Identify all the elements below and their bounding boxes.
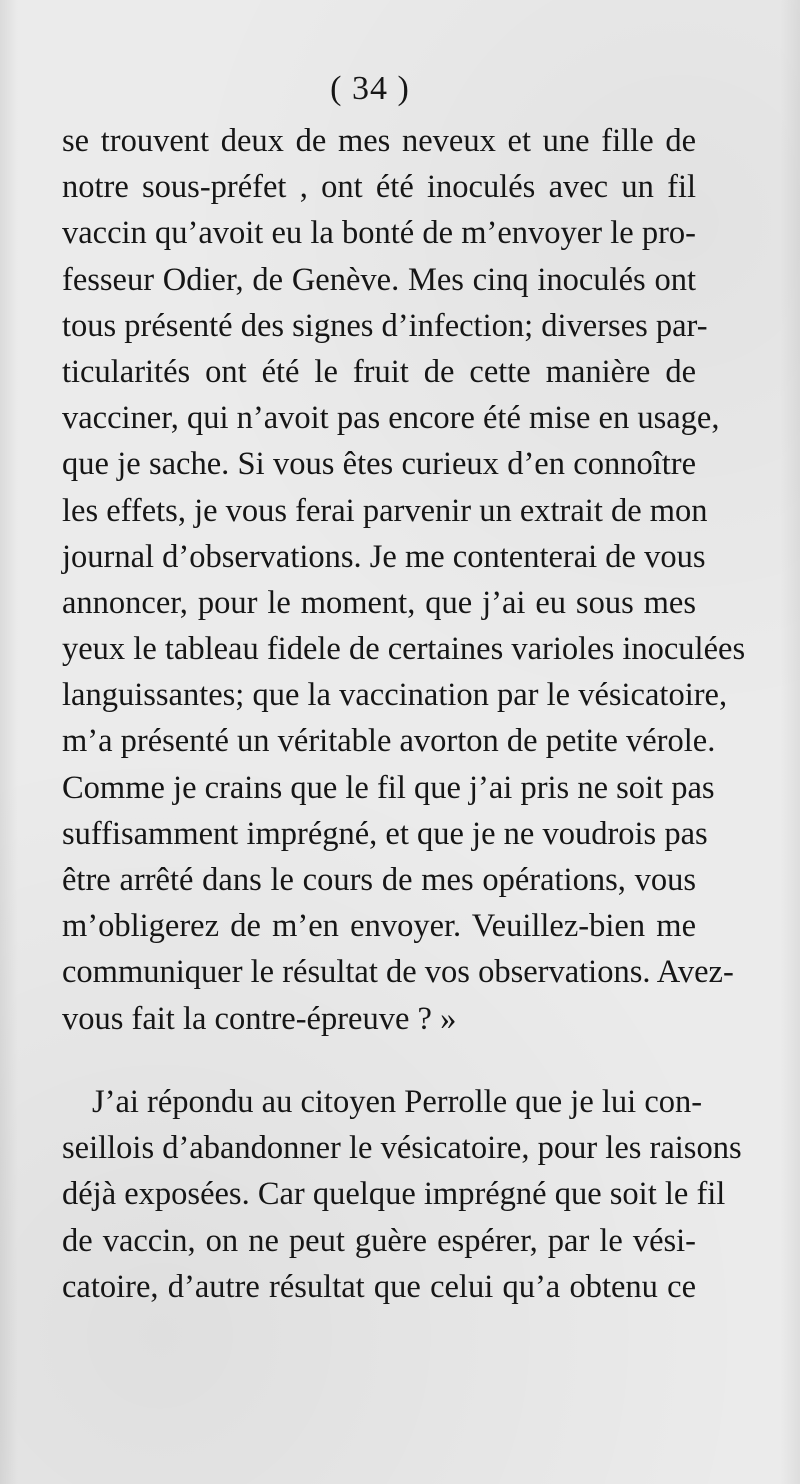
text-line: Comme je crains que le fil que j’ai pris ne soit pas <box>62 769 715 806</box>
text-line: ticularités ont été le fruit de cette manière de <box>62 353 696 390</box>
text-line: suffisamment imprégné, et que je ne voudrois pas <box>62 815 708 852</box>
text-line: déjà exposées. Car quelque imprégné que soit le fil <box>62 1176 726 1213</box>
text-line: communiquer le résultat de vos observations. Avez- <box>62 954 734 991</box>
text-line: yeux le tableau fidele de certaines varioles inoculées <box>62 631 746 668</box>
page-number: ( 34 ) <box>330 70 410 107</box>
text-line: fesseur Odier, de Genève. Mes cinq inoculés ont <box>62 261 696 298</box>
text-line: les effets, je vous ferai parvenir un extrait de mon <box>62 492 708 529</box>
text-line: journal d’observations. Je me contenterai de vous <box>62 538 706 575</box>
text-line: vacciner, qui n’avoit pas encore été mise en usage, <box>62 400 720 437</box>
text-line: catoire, d’autre résultat que celui qu’a obtenu ce <box>62 1268 696 1305</box>
text-line: vous fait la contre-épreuve ? » <box>62 1000 457 1037</box>
text-line: m’obligerez de m’en envoyer. Veuillez-bien me <box>62 908 696 945</box>
text-line: tous présenté des signes d’infection; diverses par- <box>62 307 708 344</box>
paragraph-2 <box>62 1079 742 1310</box>
text-line: J’ai répondu au citoyen Perrolle que je lui con- <box>92 1084 703 1120</box>
text-line: languissantes; que la vaccination par le vésicatoire, <box>62 677 728 714</box>
text-line: être arrêté dans le cours de mes opérations, vous <box>62 862 696 898</box>
text-line: vaccin qu’avoit eu la bonté de m’envoyer le pro- <box>62 215 696 252</box>
text-line: que je sache. Si vous êtes curieux d’en connoître <box>62 446 696 483</box>
text-line: annoncer, pour le moment, que j’ai eu sous mes <box>62 584 696 621</box>
text-line: se trouvent deux de mes neveux et une fille de <box>62 123 696 159</box>
text-line: seillois d’abandonner le vésicatoire, pour les raisons <box>62 1130 742 1167</box>
text-line: de vaccin, on ne peut guère espérer, par le vési- <box>62 1222 696 1259</box>
paragraph-1 <box>62 118 746 1042</box>
text-line: notre sous-préfet , ont été inoculés avec un fil <box>62 169 696 206</box>
text-line: m’a présenté un véritable avorton de petite vérole. <box>62 723 716 760</box>
